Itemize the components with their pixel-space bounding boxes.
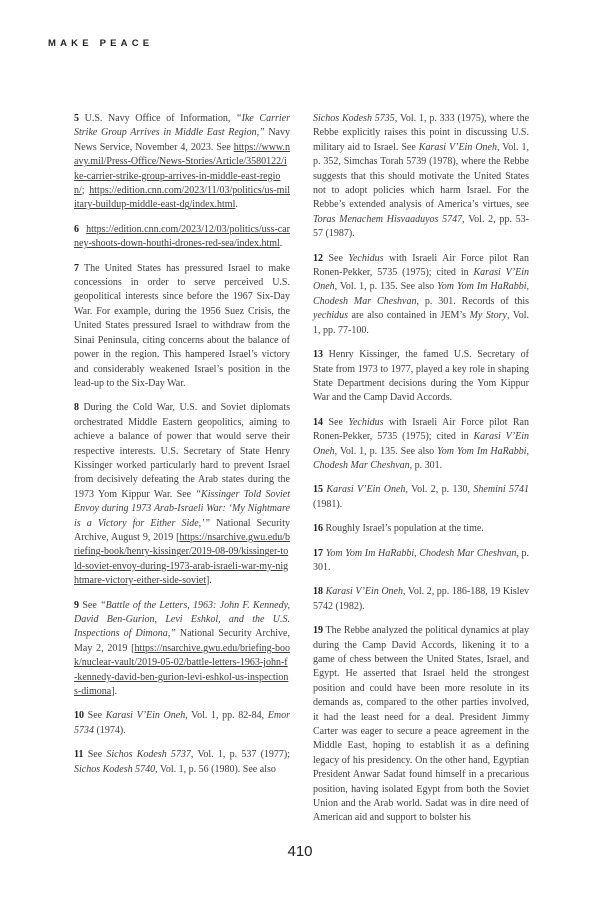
footnote-text: , Vol. 1, p. 333 (1975), where the Rebbe explicitly raises this point in discussing U.S. military aid to Israel. See: [313, 113, 530, 153]
footnotes-left-column: [74, 112, 290, 787]
footnote-7: [74, 262, 290, 392]
footnote-number: 11: [74, 749, 84, 761]
running-header: MAKE PEACE: [48, 38, 154, 49]
footnote-text: ].: [205, 575, 212, 587]
footnote-number: 9: [74, 599, 79, 611]
footnote-title: Karasi V’Ein Oneh: [313, 431, 529, 457]
footnote-title: Karasi V’Ein Oneh: [105, 710, 186, 722]
footnote-13: [313, 348, 529, 406]
footnote-number: 6: [74, 223, 79, 235]
footnote-title: Yechidus: [348, 252, 384, 264]
footnote-link[interactable]: https://edition.cnn.com/2023/12/03/politics/uss-carney-shoots-down-houthi-drones-red-sea/index.html: [74, 223, 290, 250]
footnote-number: 7: [74, 262, 79, 274]
footnote-title: Toras Menachem Hisvaaduyos 5747: [313, 213, 463, 225]
footnote-title: Karasi V’Ein Oneh: [326, 484, 406, 496]
footnote-12: [313, 252, 529, 338]
footnote-title: yechidus: [313, 310, 348, 322]
footnote-text: The United States has pressured Israel to make concessions in order to serve perceived U.S. geopolitical interests since before the 1967 Six-Day War. For example, during the 1956 Suez Crisis, the United States pressured Israel to withdraw from the Sinai Peninsula, citing concerns about the balance of power in the region. This hampered Israel’s victory and considerably weakened Israel’s position in the lead-up to the Six-Day War.: [74, 262, 290, 389]
footnote-text: with Israeli Air Force pilot Ran Ronen-Pekker, 5735 (1975); cited in: [313, 252, 529, 279]
footnote-text: Roughly Israel’s population at the time.: [325, 523, 484, 535]
footnote-5: [74, 112, 290, 213]
footnote-text: .: [235, 199, 238, 211]
footnote-text: (1981).: [313, 498, 343, 510]
footnote-number: 16: [313, 523, 323, 535]
footnote-text: Henry Kissinger, the famed U.S. Secretary of State from 1973 to 1977, played a key role in shaping State Department decisions during the Yom Kippur War and the Camp David Accords.: [313, 349, 530, 404]
footnote-number: 5: [74, 113, 79, 124]
footnote-text: , Vol. 1, pp. 77-100.: [313, 310, 529, 336]
footnote-text: , Vol. 2, pp. 53-57 (1987).: [313, 213, 529, 240]
footnote-text: See: [82, 599, 101, 611]
footnote-19: [313, 624, 529, 826]
footnote-title: Sichos Kodesh 5735: [313, 113, 395, 124]
footnote-11-continued: [313, 112, 529, 242]
footnote-title: Shemini 5741: [473, 484, 530, 496]
footnote-link[interactable]: https://nsarchive.gwu.edu/briefing-book/nuclear-vault/2019-05-02/battle-letters-1963-john-f-kennedy-david-ben-gurion-levi-eshkol-us-inspections-dimona: [74, 642, 290, 698]
footnote-text: The Rebbe analyzed the political dynamics at play during the Camp David Accords, likening it to a game of chess between the United States, Israel, and Egypt. He asserted that Israel held the strongest position and could have been more resolute in its demands as, compared to the other parties involved, it had the least need for a deal. President Jimmy Carter was eager to secure a peace agreement in the Middle East, hoping to establish it as a defining legacy of his presidency. On the other hand, Egyptian President Anwar Sadat found himself in a precarious position, having isolated Egypt from both the Soviet Union and the Arab world. Sadat was in dire need of American aid and support to bolster his: [313, 625, 529, 824]
footnote-text: , Vol. 1, p. 352, Simchas Torah 5739 (1978), where the Rebbe suggests that this should motivate the United States not to adopt policies which harm Israel. For the Rebbe’s extended analysis of America’s virtues, see: [313, 141, 530, 211]
footnote-11: [74, 748, 290, 777]
footnote-15: [313, 483, 529, 512]
footnote-text: See: [87, 749, 107, 761]
footnote-number: 10: [74, 710, 84, 722]
footnote-14: [313, 416, 529, 474]
footnote-text: .: [279, 238, 283, 250]
footnote-link[interactable]: https://edition.cnn.com/2023/11/03/politics/us-military-buildup-middle-east-dg/index.html: [74, 185, 290, 211]
footnote-link[interactable]: https://nsarchive.gwu.edu/briefing-book/henry-kissinger/2019-08-09/kissinger-told-soviet-envoy-during-1973-arab-israeli-war-my-nightmare-victory-either-side-soviet: [74, 531, 290, 587]
footnote-text: ].: [111, 686, 118, 698]
footnote-text: U.S. Navy Office of Information,: [84, 113, 237, 124]
footnote-title: Karasi V’Ein Oneh: [313, 267, 529, 293]
footnote-title: Sichos Kodesh 5737: [106, 749, 191, 761]
footnote-number: 8: [74, 402, 79, 414]
footnote-number: 13: [313, 349, 323, 361]
footnote-number: 19: [313, 625, 323, 637]
footnote-link[interactable]: https://www.navy.mil/Press-Office/News-Stories/Article/3580122/ike-carrier-strike-group-arrives-in-middle-east-region/: [74, 141, 290, 197]
footnote-text: with Israeli Air Force pilot Ran Ronen-Pekker, 5735 (1975); cited in: [313, 416, 529, 443]
footnote-text: are also contained in JEM’s: [348, 310, 470, 322]
footnote-title: Karasi V’Ein Oneh: [325, 586, 403, 598]
footnote-text: , Vol. 2, pp. 186-188, 19 Kislev 5742 (1982).: [313, 586, 530, 612]
footnote-text: Navy News Service, November 4, 2023. See: [74, 127, 290, 153]
footnote-title: Yom Yom Im HaRabbi, Chodesh Mar Cheshvan: [325, 547, 517, 559]
footnote-text: , Vol. 1, pp. 82-84,: [185, 710, 268, 722]
footnote-text: , Vol. 1, p. 537 (1977);: [190, 749, 291, 761]
footnote-number: 15: [313, 484, 323, 496]
footnote-text: During the Cold War, U.S. and Soviet diplomats orchestrated Middle Eastern geopolitics, aiming to achieve a balance of power that would serve their respective interests. U.S. Secretary of State Henry Kissinger worked particularly hard to prevent Israel from decisively defeating the Arab states during the 1973 Yom Kippur War. See: [74, 402, 291, 500]
footnote-text: National Security Archive, May 2, 2019 [: [74, 628, 290, 654]
footnote-text: , p. 301.: [313, 547, 530, 573]
footnote-number: 18: [313, 586, 323, 598]
footnote-text: , Vol. 2, p. 130,: [405, 484, 474, 496]
footnote-16: [313, 522, 529, 536]
footnote-title: Yom Yom Im HaRabbi, Chodesh Mar Cheshvan: [313, 281, 530, 307]
footnote-text: , p. 301.: [409, 459, 443, 471]
footnote-title: Sichos Kodesh 5740: [74, 763, 156, 775]
footnote-title: Karasi V’Ein Oneh: [418, 141, 497, 153]
footnote-text: , Vol. 1, p. 135. See also: [334, 445, 438, 457]
footnote-text: See: [328, 252, 349, 264]
footnote-title: “Ike Carrier Strike Group Arrives in Middle East Region,”: [74, 113, 290, 139]
footnote-8: [74, 401, 290, 588]
footnote-title: Emor 5734: [74, 710, 290, 736]
footnote-text: , p. 301. Records of this: [416, 295, 530, 307]
footnote-title: My Story: [469, 310, 507, 322]
footnote-title: “Battle of the Letters, 1963: John F. Kennedy, David Ben-Gurion, Levi Eshkol, and the U.S. Inspections of Dimona,”: [74, 599, 290, 640]
footnote-text: ;: [81, 185, 90, 197]
footnote-text: , Vol. 1, p. 135. See also: [334, 281, 438, 293]
footnote-number: 12: [313, 252, 323, 264]
footnote-18: [313, 585, 529, 614]
footnotes-right-column: [313, 112, 529, 836]
footnote-title: Yechidus: [348, 416, 384, 428]
footnote-text: See: [87, 710, 106, 722]
footnote-10: [74, 709, 290, 738]
page-number: 410: [287, 843, 313, 860]
footnote-6: [74, 223, 290, 252]
footnote-text: (1974).: [94, 724, 126, 736]
footnote-number: 14: [313, 416, 323, 428]
footnote-title: “Kissinger Told Soviet Envoy during 1973 Arab-Israeli War: ‘My Nightmare is a Victory for Either Side,’”: [74, 488, 290, 529]
footnote-17: [313, 547, 529, 576]
footnote-text: National Security Archive, August 9, 2019 [: [74, 517, 290, 543]
footnote-text: , Vol. 1, p. 56 (1980). See also: [155, 763, 276, 775]
footnote-9: [74, 599, 290, 700]
footnote-number: 17: [313, 547, 323, 559]
footnote-text: See: [328, 416, 349, 428]
footnote-title: Yom Yom Im HaRabbi, Chodesh Mar Cheshvan: [313, 445, 530, 471]
